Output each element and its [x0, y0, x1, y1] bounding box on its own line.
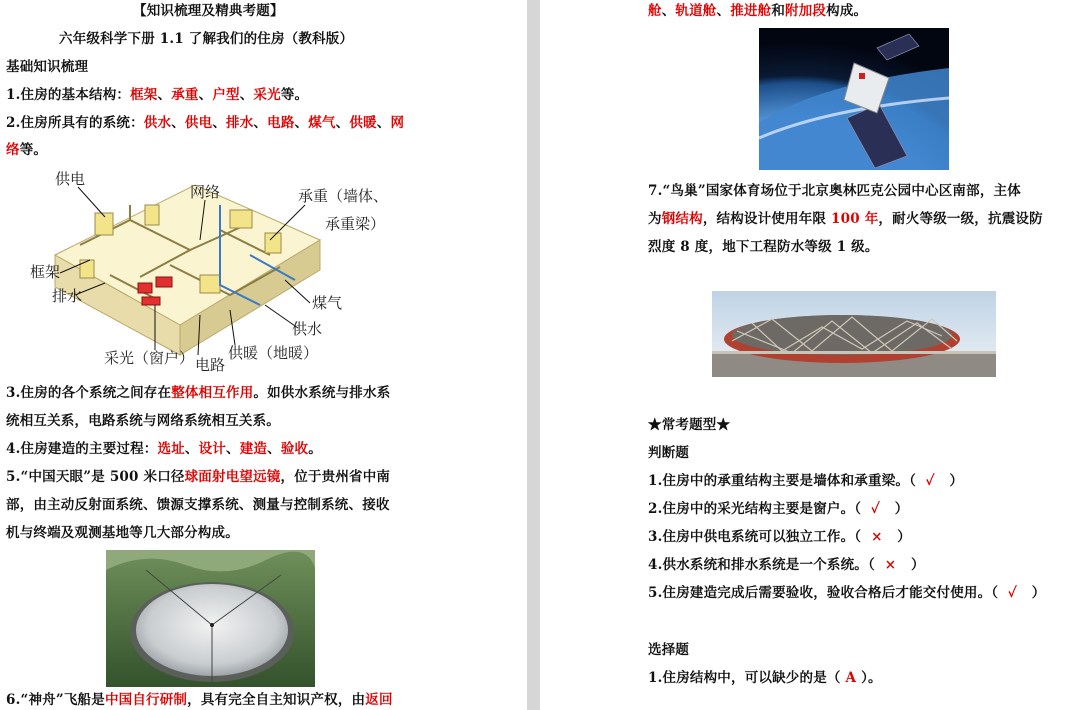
section-heading: 基础知识梳理 — [6, 59, 89, 75]
paragraph-5-line-3: 机与终端及观测基地等几大部分构成。 — [6, 525, 239, 541]
paragraph-7-line-3: 烈度 8 度，地下工程防水等级 1 级。 — [648, 239, 879, 255]
paragraph-4: 4.住房建造的主要过程：选址、设计、建造、验收。 — [6, 441, 322, 457]
paragraph-1: 1.住房的基本结构：框架、承重、户型、采光等。 — [6, 87, 309, 103]
document-header: 【知识梳理及精典考题】 — [133, 3, 284, 19]
answer-mark: × — [871, 529, 883, 545]
paragraph-7-line-2: 为钢结构，结构设计使用年限 100 年，耐火等级一级，抗震设防 — [648, 211, 1043, 227]
birds-nest-photo — [712, 291, 996, 377]
spacecraft-photo — [759, 28, 949, 170]
document-page-left — [0, 0, 527, 710]
answer-mark: ✓ — [871, 501, 880, 517]
mc-question-1: 1.住房结构中，可以缺少的是（ A ）。 — [648, 670, 882, 686]
page-gap — [527, 0, 540, 710]
house-diagram — [20, 165, 420, 375]
answer-mark: A — [845, 670, 857, 686]
paragraph-2: 2.住房所具有的系统：供水、供电、排水、电路、煤气、供暖、网 — [6, 115, 405, 131]
label-gas: 煤气 — [312, 294, 343, 312]
paragraph-6: 6.“神舟”飞船是中国自行研制，具有完全自主知识产权，由返回 — [6, 692, 393, 708]
true-false-heading: 判断题 — [648, 445, 690, 461]
fast-telescope-photo — [106, 550, 315, 687]
answer-mark: ✓ — [925, 473, 935, 489]
tf-question-3: 3.住房中供电系统可以独立工作。（ × ） — [648, 529, 911, 545]
multiple-choice-heading: 选择题 — [648, 642, 690, 658]
paragraph-3: 3.住房的各个系统之间存在整体相互作用。如供水系统与排水系 — [6, 385, 391, 401]
label-water: 供水 — [292, 320, 323, 338]
paragraph-6-cont: 舱、轨道舱、推进舱和附加段构成。 — [648, 3, 868, 19]
label-load-bearing: 承重（墙体、 — [298, 187, 389, 205]
document-page-right — [540, 0, 1066, 710]
paragraph-5-line-2: 部，由主动反射面系统、馈源支撑系统、测量与控制系统、接收 — [6, 497, 390, 513]
paragraph-2-cont: 络等。 — [6, 142, 48, 158]
tf-question-2: 2.住房中的采光结构主要是窗户。（ ✓ ） — [648, 501, 909, 517]
label-power: 供电 — [55, 170, 86, 188]
answer-mark: × — [884, 557, 897, 573]
paragraph-5: 5.“中国天眼”是 500 米口径球面射电望远镜，位于贵州省中南 — [6, 469, 391, 485]
tf-question-1: 1.住房中的承重结构主要是墙体和承重梁。（ ✓ ） — [648, 473, 964, 489]
label-heating: 供暖（地暖） — [228, 344, 319, 362]
document-subtitle: 六年级科学下册 1.1 了解我们的住房（教科版） — [59, 31, 354, 47]
label-network: 网络 — [190, 183, 221, 201]
paragraph-3-cont: 统相互关系，电路系统与网络系统相互关系。 — [6, 413, 280, 429]
common-question-heading: ★常考题型★ — [648, 417, 731, 433]
label-lighting: 采光（窗户） — [104, 349, 195, 367]
tf-question-5: 5.住房建造完成后需要验收，验收合格后才能交付使用。（ ✓ ） — [648, 585, 1046, 601]
label-circuit: 电路 — [195, 356, 226, 374]
paragraph-7: 7.“鸟巢”国家体育场位于北京奥林匹克公园中心区南部，主体 — [648, 183, 1021, 199]
label-load-bearing-2: 承重梁） — [325, 215, 386, 233]
label-frame: 框架 — [30, 263, 61, 281]
answer-mark: ✓ — [1008, 585, 1017, 601]
label-drainage: 排水 — [52, 287, 83, 305]
tf-question-4: 4.供水系统和排水系统是一个系统。（ × ） — [648, 557, 925, 573]
